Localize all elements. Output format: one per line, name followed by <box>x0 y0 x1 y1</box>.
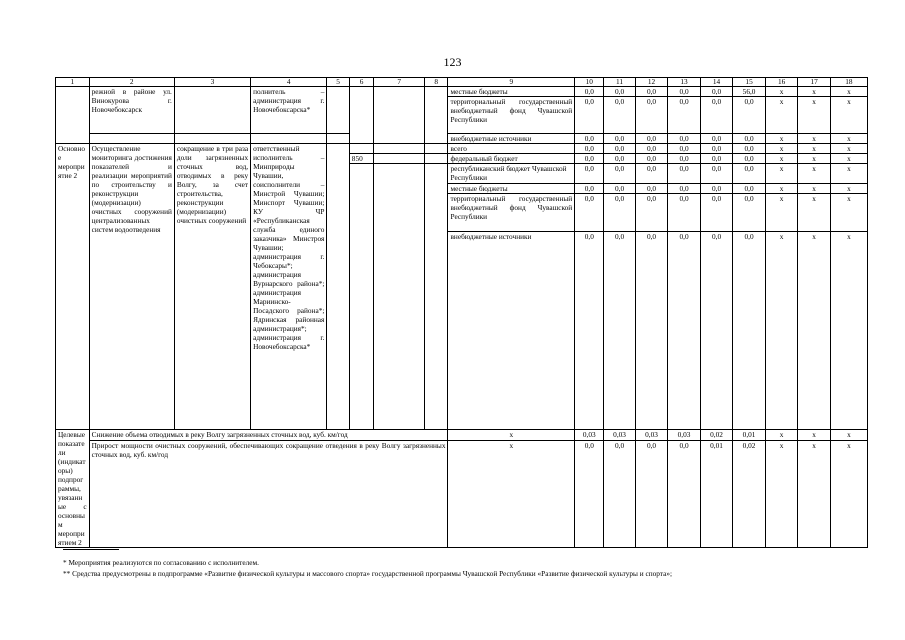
value-cell: 0,0 <box>635 87 668 97</box>
value-cell: 0,0 <box>733 184 766 194</box>
footnote-separator <box>63 549 119 550</box>
column-header: 11 <box>604 78 635 87</box>
code-cell <box>349 164 374 430</box>
value-cell: х <box>798 164 831 184</box>
column-header: 12 <box>635 78 668 87</box>
funding-source: местные бюджеты <box>448 184 575 194</box>
code-cell <box>424 87 448 144</box>
value-cell: х <box>765 87 798 97</box>
column-header: 16 <box>765 78 798 87</box>
column-header: 4 <box>251 78 327 87</box>
header-row <box>56 78 868 87</box>
value-cell: 0,0 <box>733 154 766 164</box>
value-cell: х <box>765 134 798 144</box>
column-header: 5 <box>327 78 349 87</box>
funding-source: всего <box>448 144 575 154</box>
value-cell: х <box>448 440 575 547</box>
value-cell: 0,02 <box>733 440 766 547</box>
value-cell: 0,0 <box>700 144 733 154</box>
value-cell: х <box>798 440 831 547</box>
value-cell: 0,0 <box>575 144 604 154</box>
value-cell: х <box>798 144 831 154</box>
value-cell: х <box>765 440 798 547</box>
value-cell: 0,0 <box>635 144 668 154</box>
task-cell: сокращение в три раза доли загрязненных сточных вод, отводимых в реку Волгу, за счет строительства, реконструкции (модернизации) очистных сооружений <box>174 144 250 430</box>
code-cell <box>424 144 448 154</box>
value-cell: х <box>448 430 575 441</box>
value-cell: х <box>830 87 867 97</box>
value-cell: х <box>765 194 798 232</box>
column-header: 1 <box>56 78 90 87</box>
executor-cell: полнитель – администрация г. Новочебоксарска* <box>251 87 327 134</box>
value-cell: 0,0 <box>635 97 668 134</box>
value-cell: х <box>765 184 798 194</box>
value-cell: 0,0 <box>700 164 733 184</box>
value-cell: 0,03 <box>575 430 604 441</box>
value-cell: 0,0 <box>575 440 604 547</box>
value-cell: х <box>765 164 798 184</box>
code-cell <box>327 87 349 134</box>
code-cell <box>374 154 424 164</box>
indicator-name: Прирост мощности очистных сооружений, обеспечивающих сокращение отведения в реку Волгу загрязненных сточных вод, куб. км/год <box>89 440 448 547</box>
value-cell: х <box>830 184 867 194</box>
value-cell: 0,0 <box>733 144 766 154</box>
value-cell: х <box>830 194 867 232</box>
value-cell: х <box>765 97 798 134</box>
value-cell: 0,0 <box>575 134 604 144</box>
empty-cell <box>174 134 250 144</box>
page-number: 123 <box>443 55 462 69</box>
value-cell: х <box>765 232 798 430</box>
value-cell: х <box>798 232 831 430</box>
value-cell: 0,0 <box>635 194 668 232</box>
column-header: 10 <box>575 78 604 87</box>
value-cell: 0,0 <box>700 154 733 164</box>
value-cell: 0,0 <box>668 184 701 194</box>
value-cell: 0,01 <box>733 430 766 441</box>
code-cell <box>424 164 448 430</box>
event-cell <box>56 87 90 144</box>
column-header: 6 <box>349 78 374 87</box>
budget-table <box>55 77 868 548</box>
value-cell: 0,0 <box>575 97 604 134</box>
table-row <box>56 430 868 441</box>
value-cell: 0,0 <box>635 232 668 430</box>
funding-source: внебюджетные источники <box>448 232 575 430</box>
value-cell: х <box>830 164 867 184</box>
column-header: 15 <box>733 78 766 87</box>
value-cell: 0,0 <box>700 232 733 430</box>
value-cell: 0,0 <box>604 440 635 547</box>
value-cell: 0,0 <box>733 164 766 184</box>
column-header: 3 <box>174 78 250 87</box>
value-cell: 0,0 <box>668 232 701 430</box>
funding-source: местные бюджеты <box>448 87 575 97</box>
value-cell: 0,0 <box>733 134 766 144</box>
indicators-title: Целевые показатели (индикаторы) подпрограммы, увязанные с основным мероприятием 2 <box>56 430 90 548</box>
value-cell: 0,0 <box>668 154 701 164</box>
value-cell: 0,0 <box>635 134 668 144</box>
value-cell: х <box>830 97 867 134</box>
code-cell <box>374 144 424 154</box>
value-cell: 0,0 <box>604 184 635 194</box>
value-cell: 0,0 <box>604 97 635 134</box>
value-cell: 0,0 <box>668 194 701 232</box>
value-cell: 0,0 <box>700 194 733 232</box>
funding-source: территориальный государственный внебюджетный фонд Чувашской Республики <box>448 194 575 232</box>
value-cell: х <box>765 430 798 441</box>
empty-cell <box>251 134 327 144</box>
value-cell: х <box>830 154 867 164</box>
value-cell: 0,0 <box>668 144 701 154</box>
value-cell: 0,0 <box>733 97 766 134</box>
value-cell: 0,0 <box>604 154 635 164</box>
column-header: 14 <box>700 78 733 87</box>
column-header: 2 <box>89 78 174 87</box>
value-cell: 0,03 <box>604 430 635 441</box>
value-cell: 0,0 <box>700 184 733 194</box>
empty-cell <box>327 134 349 144</box>
indicator-name: Снижение объема отводимых в реку Волгу загрязненных сточных вод, куб. км/год <box>89 430 448 441</box>
value-cell: 0,0 <box>604 134 635 144</box>
value-cell: 0,0 <box>604 194 635 232</box>
value-cell: 0,0 <box>700 97 733 134</box>
column-header: 17 <box>798 78 831 87</box>
funding-source: территориальный государственный внебюджетный фонд Чувашской Республики <box>448 97 575 134</box>
task-cell <box>174 87 250 134</box>
value-cell: 0,0 <box>575 232 604 430</box>
value-cell: х <box>830 134 867 144</box>
value-cell: х <box>830 144 867 154</box>
table-row <box>56 440 868 547</box>
code-cell: 850 <box>349 154 374 164</box>
empty-cell <box>89 134 174 144</box>
event-description: режной в районе ул. Винокурова г. Новочебоксарск <box>89 87 174 134</box>
column-header: 7 <box>374 78 424 87</box>
value-cell: х <box>798 87 831 97</box>
value-cell: 0,0 <box>668 134 701 144</box>
value-cell: 0,0 <box>733 232 766 430</box>
table-row <box>56 144 868 154</box>
value-cell: 0,0 <box>575 154 604 164</box>
value-cell: 0,0 <box>604 87 635 97</box>
value-cell: х <box>830 232 867 430</box>
code-cell <box>374 164 424 430</box>
value-cell: 0,0 <box>575 164 604 184</box>
executor-cell: ответственный исполнитель – Минприроды Чувашии, соисполнители – Минстрой Чувашии; Минспорт Чувашии; КУ ЧР «Республиканская служба единого заказчика» Минстроя Чувашии; администрация г. Чебоксары*; администрация Вурнарского района*; администрация Мариинско-Посадского района*; Ядринская районная администрация*; администрация г. Новочебоксарска* <box>251 144 327 430</box>
value-cell: 0,0 <box>668 164 701 184</box>
value-cell: х <box>798 134 831 144</box>
value-cell: х <box>798 184 831 194</box>
value-cell: 0,0 <box>604 144 635 154</box>
value-cell: 0,0 <box>575 184 604 194</box>
value-cell: х <box>830 430 867 441</box>
value-cell: 56,0 <box>733 87 766 97</box>
code-cell <box>424 154 448 164</box>
value-cell: 0,01 <box>700 440 733 547</box>
value-cell: 0,0 <box>668 440 701 547</box>
value-cell: 0,0 <box>604 164 635 184</box>
value-cell: 0,02 <box>700 430 733 441</box>
value-cell: 0,0 <box>635 164 668 184</box>
funding-source: федеральный бюджет <box>448 154 575 164</box>
funding-source: республиканский бюджет Чувашской Республики <box>448 164 575 184</box>
value-cell: х <box>798 430 831 441</box>
value-cell: 0,0 <box>668 97 701 134</box>
code-cell <box>374 87 424 144</box>
value-cell: 0,0 <box>635 154 668 164</box>
value-cell: 0,0 <box>700 134 733 144</box>
value-cell: х <box>798 97 831 134</box>
value-cell: 0,0 <box>575 87 604 97</box>
value-cell: х <box>798 154 831 164</box>
column-header: 13 <box>668 78 701 87</box>
event-description: Осуществление мониторинга достижения показателей и реализации мероприятий по строительству и реконструкции (модернизации) очистных сооружений централизованных систем водоотведения <box>89 144 174 430</box>
code-cell <box>327 144 349 430</box>
value-cell: 0,03 <box>635 430 668 441</box>
column-header: 9 <box>448 78 575 87</box>
footnote: * Мероприятия реализуются по согласованию с исполнителем. <box>63 558 259 567</box>
value-cell: 0,0 <box>733 194 766 232</box>
event-title: Основное мероприятие 2 <box>56 144 90 430</box>
value-cell: 0,03 <box>668 430 701 441</box>
value-cell: х <box>765 144 798 154</box>
value-cell: х <box>765 154 798 164</box>
value-cell: 0,0 <box>635 184 668 194</box>
funding-source: внебюджетные источники <box>448 134 575 144</box>
code-cell <box>349 144 374 154</box>
value-cell: 0,0 <box>604 232 635 430</box>
value-cell: 0,0 <box>635 440 668 547</box>
value-cell: х <box>830 440 867 547</box>
code-cell <box>349 87 374 144</box>
table-row <box>56 87 868 97</box>
value-cell: 0,0 <box>700 87 733 97</box>
value-cell: 0,0 <box>575 194 604 232</box>
table-row <box>56 134 868 144</box>
column-header: 18 <box>830 78 867 87</box>
value-cell: х <box>798 194 831 232</box>
footnote: ** Средства предусмотрены в подпрограмме «Развитие физической культуры и массового спорта» государственной программы Чувашской Республики «Развитие физической культуры и спорта»; <box>63 569 673 578</box>
value-cell: 0,0 <box>668 87 701 97</box>
column-header: 8 <box>424 78 448 87</box>
